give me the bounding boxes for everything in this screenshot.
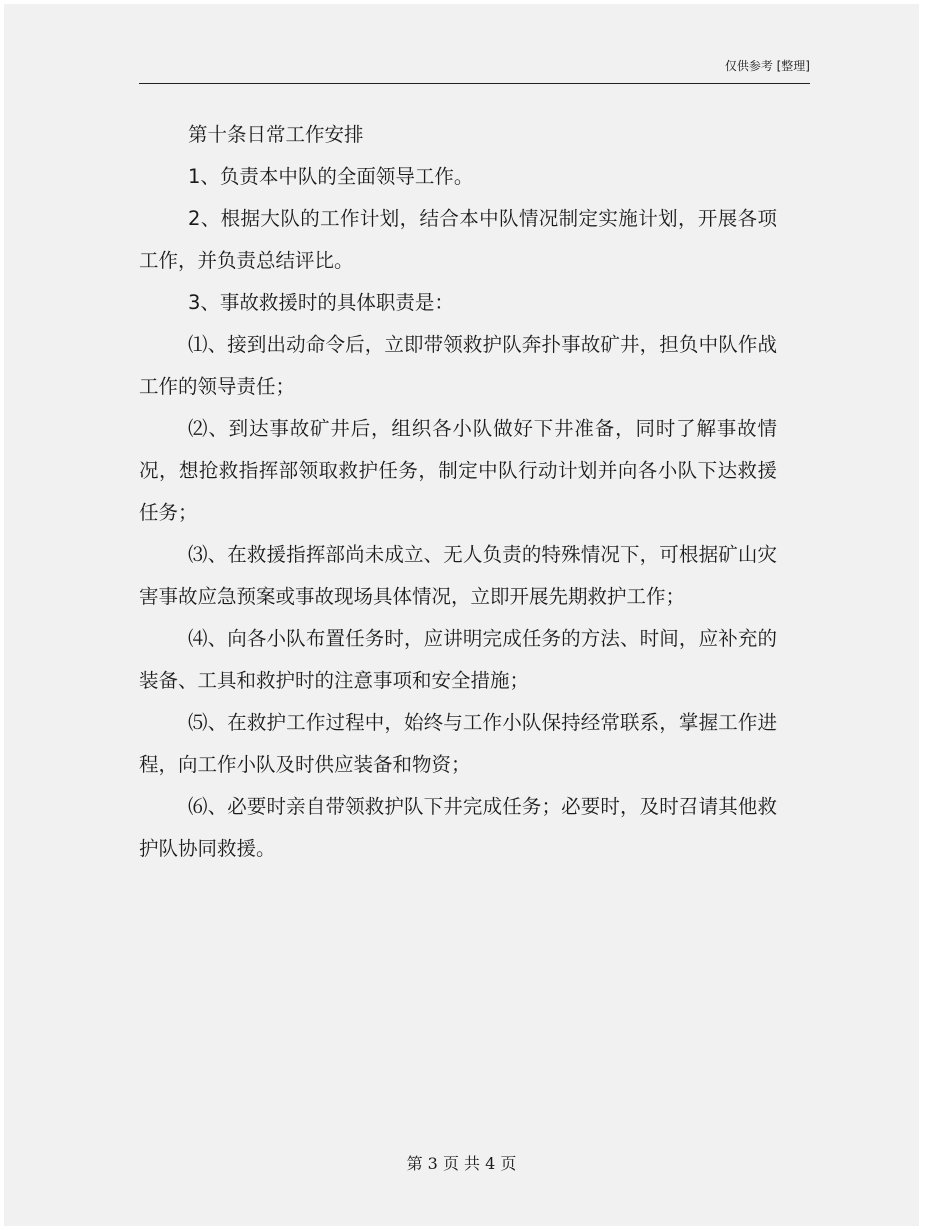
- paragraph: ⑴、接到出动命令后，立即带领救护队奔扑事故矿井，担负中队作战工作的领导责任；: [139, 333, 777, 398]
- paragraph: ⑷、向各小队布置任务时，应讲明完成任务的方法、时间，应补充的装备、工具和救护时的注意事项和安全措施；: [139, 627, 777, 692]
- paragraph: ⑹、必要时亲自带领救护队下井完成任务；必要时，及时召请其他救护队协同救援。: [139, 795, 777, 860]
- paragraph: ⑶、在救援指挥部尚未成立、无人负责的特殊情况下，可根据矿山灾害事故应急预案或事故现场具体情况，立即开展先期救护工作；: [139, 543, 777, 608]
- page-footer: 第 3 页 共 4 页: [406, 1154, 517, 1173]
- paragraph: 1、负责本中队的全面领导工作。: [188, 165, 474, 188]
- paragraph: ⑵、到达事故矿井后，组织各小队做好下井准备，同时了解事故情况，想抢救指挥部领取救护任务，制定中队行动计划并向各小队下达救援任务；: [139, 417, 777, 524]
- section-heading: 第十条日常工作安排: [188, 123, 364, 146]
- page-header: [139, 59, 810, 84]
- document-page: [4, 4, 919, 1226]
- header-text: 仅供参考 [整理]: [724, 59, 810, 73]
- paragraph: ⑸、在救护工作过程中，始终与工作小队保持经常联系，掌握工作进程，向工作小队及时供应装备和物资；: [139, 711, 777, 776]
- paragraph: 3、事故救援时的具体职责是：: [188, 291, 454, 314]
- document-body: [139, 114, 777, 870]
- paragraph: 2、根据大队的工作计划，结合本中队情况制定实施计划，开展各项工作，并负责总结评比。: [139, 207, 777, 272]
